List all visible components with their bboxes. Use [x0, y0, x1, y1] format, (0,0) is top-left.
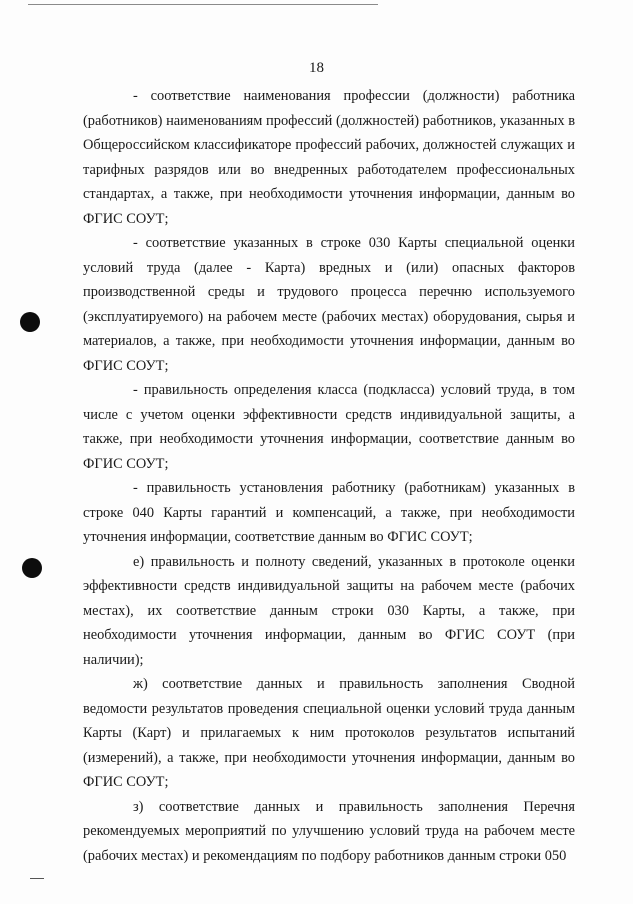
- paragraph: е) правильность и полноту сведений, указанных в протоколе оценки эффективности средств индивидуальной защиты на рабочем месте (рабочих местах), их соответствие данным строки 030 Карты, а также, при необходимости уточнения информации, данным во ФГИС СОУТ (при наличии);: [83, 553, 575, 668]
- paragraph: з) соответствие данных и правильность заполнения Перечня рекомендуемых мероприятий по улучшению условий труда на рабочем месте (рабочих местах) и рекомендациям по подбору работников данным строки 050: [83, 798, 575, 864]
- scan-edge-line: [28, 4, 378, 5]
- margin-mark: [30, 878, 44, 879]
- paragraph: - соответствие указанных в строке 030 Карты специальной оценки условий труда (далее - Карта) вредных и (или) опасных факторов производственной среды и трудового процесса перечню используемого (эксплуатируемого) на рабочем месте (рабочих местах) оборудования, сырья и материалов, а также, при необходимости уточнения информации, данным во ФГИС СОУТ;: [83, 235, 575, 374]
- paragraph: - правильность установления работнику (работникам) указанных в строке 040 Карты гарантий и компенсаций, а также, при необходимости уточнения информации, соответствие данным во ФГИС СОУТ;: [83, 480, 575, 545]
- paragraph: - соответствие наименования профессии (должности) работника (работников) наименованиям профессий (должностей) работников, указанных в Общероссийском классификаторе профессий рабочих, должностей служащих и тарифных разрядов или во внедренных работодателем профессиональных стандартах, а также, при необходимости уточнения информации, данным во ФГИС СОУТ;: [83, 88, 575, 227]
- page-number: 18: [309, 60, 324, 76]
- punch-hole-icon: [22, 558, 42, 578]
- paragraph: - правильность определения класса (подкласса) условий труда, в том числе с учетом оценки эффективности средств индивидуальной защиты, а также, при необходимости уточнения информации, соответствие данным во ФГИС СОУТ;: [83, 382, 575, 472]
- paragraph: ж) соответствие данных и правильность заполнения Сводной ведомости результатов проведения специальной оценки условий труда данным Карты (Карт) и прилагаемых к ним протоколов результатов испытаний (измерений), а также, при необходимости уточнения информации, данным во ФГИС СОУТ;: [83, 676, 575, 790]
- punch-hole-icon: [20, 312, 40, 332]
- body-text: [83, 84, 575, 868]
